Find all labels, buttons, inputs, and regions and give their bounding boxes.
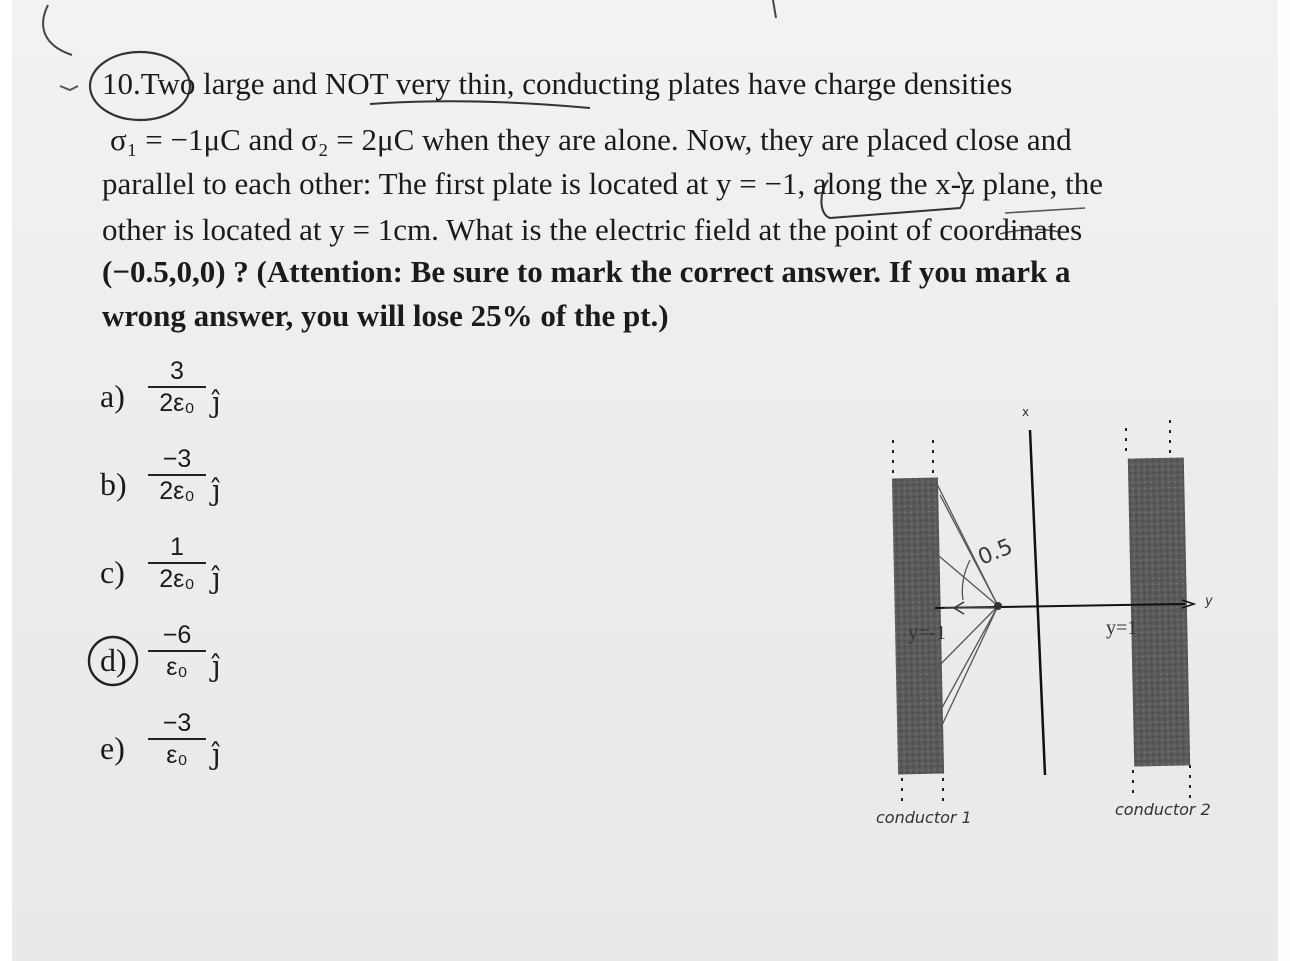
- denominator: 2ε₀: [159, 477, 195, 505]
- numerator: −3: [162, 709, 192, 737]
- option-label: c): [100, 554, 125, 590]
- unit-vector: ĵ: [212, 650, 221, 683]
- numerator: −6: [162, 621, 192, 649]
- conductor-2-label: conductor 2: [1115, 800, 1211, 819]
- question-line-4: other is located at y = 1cm. What is the electric field at the point of coordinates: [102, 212, 1083, 247]
- option-label: a): [100, 378, 125, 414]
- numerator: 3: [170, 357, 184, 385]
- unit-vector: ĵ: [212, 562, 221, 595]
- conductor-2-plate: [1128, 457, 1190, 766]
- x-axis-label: x: [1022, 405, 1030, 419]
- y-axis-label: y: [1205, 594, 1213, 609]
- observation-point: [994, 602, 1002, 610]
- unit-vector: ĵ: [212, 474, 221, 507]
- question-line-5: (−0.5,0,0) ? (Attention: Be sure to mark the correct answer. If you mark a: [102, 254, 1071, 289]
- option-label: b): [100, 466, 127, 502]
- option-label: d): [100, 642, 127, 678]
- question-line-3: parallel to each other: The first plate is located at y = −1, along the x-z plane, the: [102, 166, 1104, 201]
- distance-annotation: 0.5: [974, 534, 1017, 571]
- question-line-2: σ₁ = −1μC and σ₂ = 2μC when they are alone. Now, they are placed close and: [110, 122, 1072, 157]
- numerator: 1: [170, 533, 184, 561]
- denominator: ε₀: [166, 741, 188, 769]
- conductor-1-label: conductor 1: [876, 808, 972, 827]
- option-label: e): [100, 730, 125, 766]
- question-line-6: wrong answer, you will lose 25% of the pt.): [102, 298, 669, 333]
- unit-vector: ĵ: [212, 386, 221, 419]
- unit-vector: ĵ: [212, 738, 221, 771]
- denominator: 2ε₀: [159, 565, 195, 593]
- plate-1-position-label: y=-1: [908, 622, 946, 644]
- denominator: ε₀: [166, 653, 188, 681]
- plate-2-position-label: y=1: [1106, 617, 1138, 639]
- denominator: 2ε₀: [159, 389, 195, 417]
- question-line-1: 10.Two large and NOT very thin, conducting plates have charge densities: [102, 66, 1013, 101]
- x-axis-line: [1030, 430, 1045, 775]
- numerator: −3: [162, 445, 192, 473]
